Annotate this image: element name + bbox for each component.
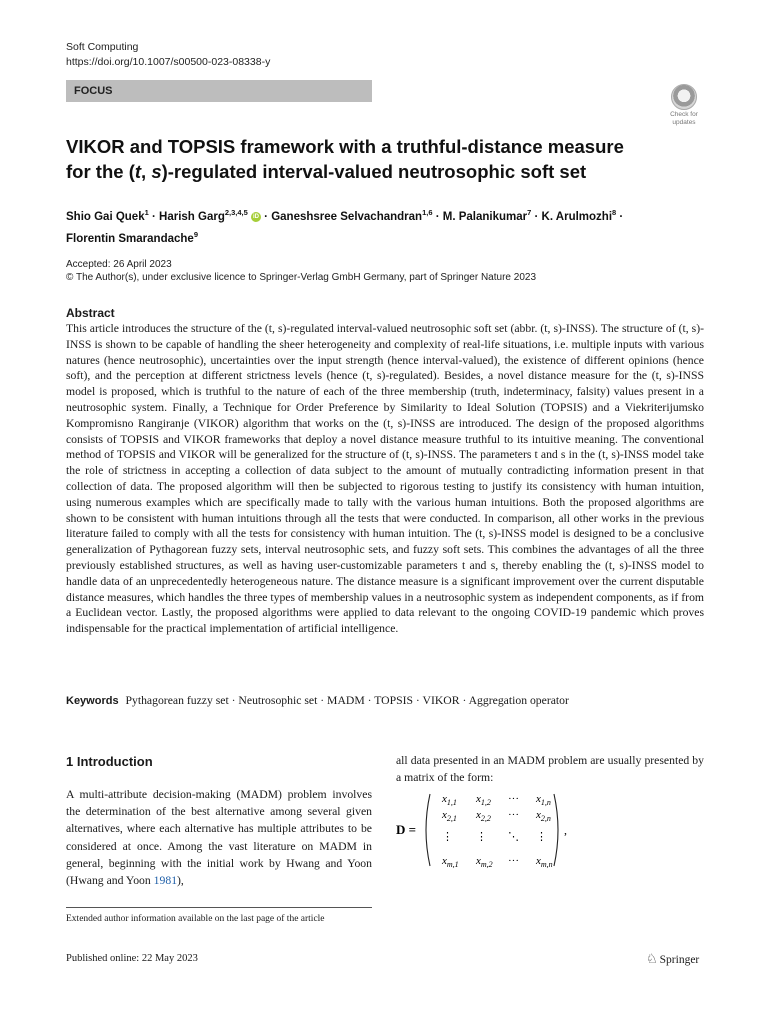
author-name[interactable]: Florentin Smarandache: [66, 232, 194, 245]
published-date: Published online: 22 May 2023: [66, 953, 198, 964]
check-updates-icon: [671, 84, 697, 110]
publisher-logo: [646, 951, 699, 967]
keywords-list: Pythagorean fuzzy set · Neutrosophic set · MADM · TOPSIS · VIKOR · Aggregation operator: [125, 694, 569, 707]
author-name[interactable]: Ganeshsree Selvachandran: [271, 210, 423, 223]
author-name[interactable]: Shio Gai Quek: [66, 210, 145, 223]
matrix-cell: ···: [508, 793, 519, 805]
matrix-cell: $x_{m,n}$: [536, 855, 553, 869]
author-name[interactable]: Harish Garg: [159, 210, 225, 223]
matrix-cell: $x_{2,1}$: [442, 809, 457, 823]
author-affiliation: 8: [612, 208, 617, 217]
section-heading-introduction: 1 Introduction: [66, 754, 153, 769]
left-bracket: [426, 794, 430, 866]
matrix-cell: ···: [508, 855, 519, 867]
author-affiliation: 1: [144, 208, 149, 217]
matrix-cell: $x_{2,2}$: [476, 809, 491, 823]
author-name[interactable]: M. Palanikumar: [442, 210, 528, 223]
footnote: Extended author information available on the last page of the article: [66, 914, 325, 924]
section-label: FOCUS: [66, 80, 372, 102]
matrix-cell: ⋮: [476, 831, 487, 843]
footnote-divider: [66, 907, 372, 908]
matrix-label: D =: [396, 822, 417, 837]
title-line-2: for the (t, s)-regulated interval-valued neutrosophic soft set: [66, 161, 587, 182]
matrix-cell: $x_{1,2}$: [476, 793, 491, 807]
check-updates-text-2: updates: [672, 119, 696, 126]
matrix-cell: $x_{2,n}$: [536, 809, 551, 823]
citation-link[interactable]: 1981: [153, 874, 178, 888]
matrix-cell: ⋮: [442, 831, 453, 843]
author-list: Shio Gai Quek$^1$ · Harish Garg$^{2,3,4,5}$ iD · Ganeshsree Selvachandran$^{1,6}$ · M. Palanikumar$^7$ · K. Arulmozhi$^8$ · Florentin Smarandache$^9$: [66, 208, 624, 245]
title-line-1: VIKOR and TOPSIS framework with a truthful-distance measure: [66, 136, 624, 157]
matrix-equation: [396, 790, 704, 870]
author-affiliation: 1,6: [422, 208, 433, 217]
accepted-date: Accepted: 26 April 2023: [66, 259, 172, 270]
matrix-cell: $x_{m,2}$: [476, 855, 493, 869]
check-for-updates-badge[interactable]: [664, 84, 704, 126]
matrix-cell: ⋱: [508, 831, 519, 843]
orcid-icon[interactable]: iD: [252, 213, 259, 220]
author-affiliation: 7: [527, 208, 532, 217]
matrix-cell: $x_{1,1}$: [442, 793, 457, 807]
journal-header: [66, 40, 270, 70]
matrix-trailing-comma: ,: [564, 823, 567, 837]
doi-link[interactable]: https://doi.org/10.1007/s00500-023-08338-y: [66, 56, 271, 68]
publisher-name: Springer: [659, 954, 700, 966]
abstract-text: This article introduces the structure of the (t, s)-regulated interval-valued neutrosophic soft set (abbr. (t, s)-INSS). The structure of (t, s)-INSS is shown to be capable of handling the sheer heterogeneity and complexity of real-life situations, i.e. multiple inputs with various natures (hence neutrosophic), uncertainties over the input strength (hence interval-valued), the existence of different opinions (hence soft), and the perception at different strictness levels (hence (t, s)-regulated). Besides, a novel distance measure for the (t, s)-INSS model is proposed, which is truthful to the nature of each of the three membership (truth, indeterminacy, falsity) values present in a neutrosophic system. Finally, a Technique for Order Preference by Similarity to Ideal Solution (TOPSIS) and a Viekriterijumsko Kompromisno Rangiranje (VIKOR) algorithm that works on the (t, s)-INSS are introduced. The design of the proposed algorithms consists of TOPSIS and VIKOR frameworks that deploy a novel distance measure truthful to its intuitive meaning. The conventional method of TOPSIS and VIKOR will be generalized for the structure of (t, s)-INSS. The parameters t and s in the (t, s)-INSS model take the role of strictness in accepting a collection of data subject to the amount of mutually contradicting information present in that collection of data. The proposed algorithm will then be subjected to rigorous testing to justify its consistency with human intuition, using numerous examples which are specifically made to tally with the various human intuitions. Both the proposed algorithms are shown to be consistent with human intuitions through all the tests that were conducted. In comparison, all other works in the previous literature failed to comply with all the tests for consistency with human intuition. The (t, s)-INSS model is designed to be a conclusive generalization of Pythagorean fuzzy sets, interval neutrosophic sets, and fuzzy soft sets. This combines the advantages of all the three previously established structures, as well as having user-customizable parameters t and s, thereby enabling the (t, s)-INSS model to handle data of an unprecedentedly heterogeneous nature. The distance measure is a significant improvement over the current disputable distance measures, which handles the three types of membership values in a neutrosophic system as independent components, as if from a Euclidean vector. Lastly, the proposed algorithms were applied to data relevant to the ongoing COVID-19 pandemic which proves indispensable for the practical implementation of artificial intelligence.: [66, 322, 704, 636]
introduction-text: A multi-attribute decision-making (MADM) problem involves the determination of the best alternative among several given alternatives, where each alternative has multiple attributes to be considered at once. Among the vast literature on MADM in general, beginning with the initial work by Hwang and Yoon (Hwang and Yoon 1981),: [66, 788, 372, 888]
author-affiliation: 2,3,4,5: [224, 208, 248, 217]
author-affiliation: 9: [193, 229, 198, 239]
check-updates-text-1: Check for: [670, 111, 698, 118]
article-meta: [66, 258, 536, 284]
matrix-cell: $x_{m,1}$: [442, 855, 459, 869]
abstract-heading: Abstract: [66, 306, 115, 320]
right-column-text: all data presented in an MADM problem are usually presented by a matrix of the form:: [396, 754, 704, 785]
matrix-cell: ···: [508, 809, 519, 821]
matrix-cell: ⋮: [536, 831, 547, 843]
author-name[interactable]: K. Arulmozhi: [541, 210, 613, 223]
right-bracket: [554, 794, 558, 866]
matrix-cell: $x_{1,n}$: [536, 793, 551, 807]
keywords: [66, 693, 704, 709]
springer-horse-icon: ♘: [646, 951, 658, 966]
journal-name: Soft Computing: [66, 41, 139, 53]
copyright-notice: © The Author(s), under exclusive licence to Springer-Verlag GmbH Germany, part of Springer Nature 2023: [66, 272, 536, 283]
keywords-label: Keywords: [66, 695, 119, 707]
paper-title: [66, 134, 666, 184]
